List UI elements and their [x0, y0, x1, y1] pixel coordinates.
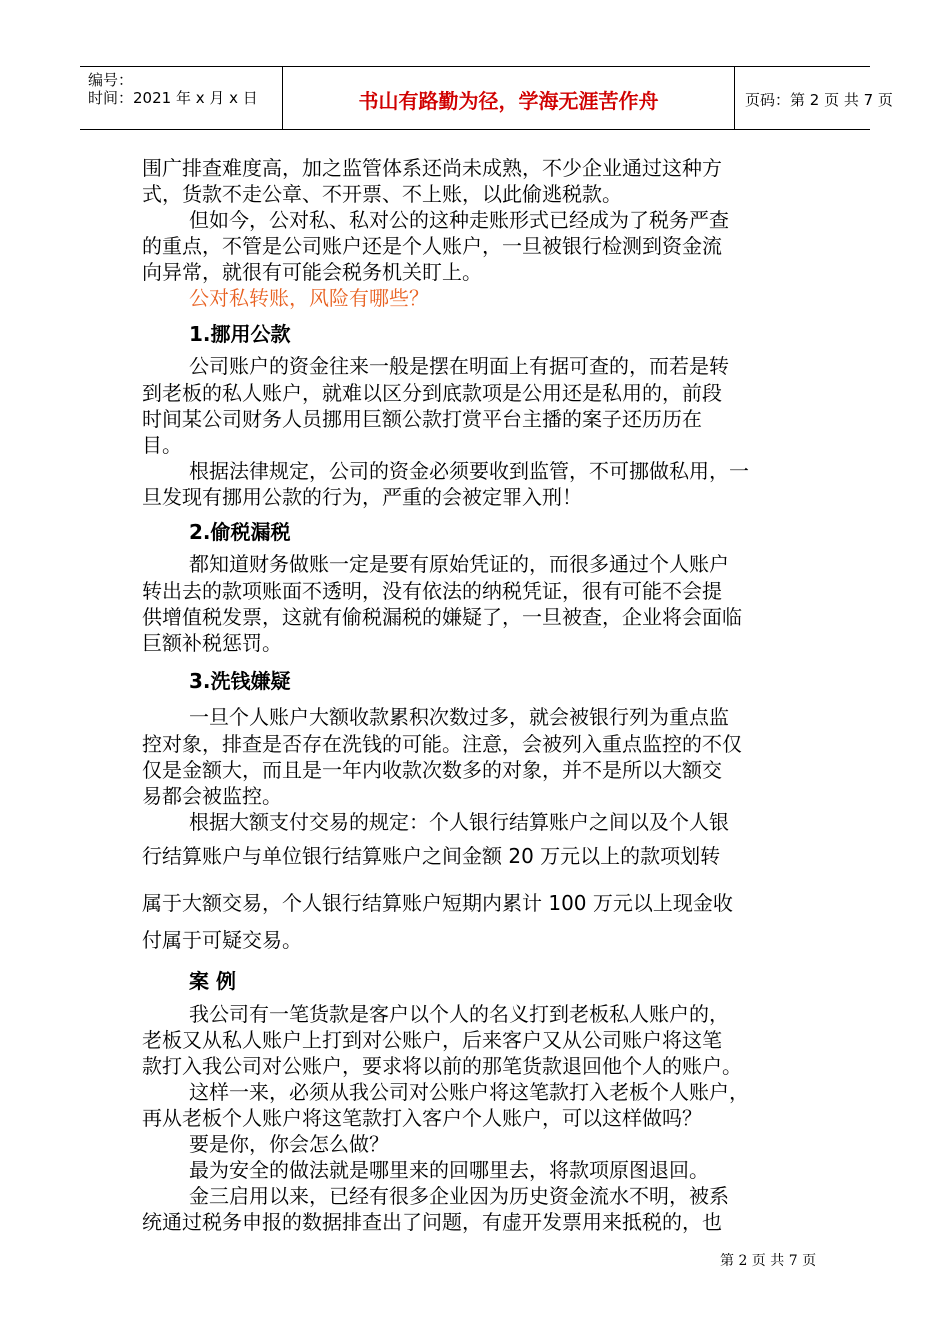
paragraph-line: 向异常，就很有可能会税务机关盯上。	[142, 260, 482, 284]
paragraph-line: 控对象，排查是否存在洗钱的可能。注意，会被列入重点监控的不仅	[142, 732, 742, 756]
paragraph-line: 公司账户的资金往来一般是摆在明面上有据可查的，而若是转	[189, 354, 729, 378]
paragraph-line: 这样一来，必须从我公司对公账户将这笔款打入老板个人账户，	[189, 1080, 749, 1104]
paragraph-line: 款打入我公司对公账户，要求将以前的那笔货款退回他个人的账户。	[142, 1054, 742, 1078]
document-date: 时间：2021 年 x 月 x 日	[88, 89, 258, 107]
paragraph-line: 易都会被监控。	[142, 784, 282, 808]
header-motto: 书山有路勤为径，学海无涯苦作舟	[358, 89, 659, 113]
paragraph-line: 都知道财务做账一定是要有原始凭证的，而很多通过个人账户	[189, 552, 729, 576]
paragraph-line: 巨额补税惩罚。	[142, 631, 282, 655]
paragraph-line: 一旦个人账户大额收款累积次数过多，就会被银行列为重点监	[189, 705, 729, 729]
paragraph-line: 围广排查难度高，加之监管体系还尚未成熟，不少企业通过这种方	[142, 156, 722, 180]
paragraph-line: 旦发现有挪用公款的行为，严重的会被定罪入刑！	[142, 485, 582, 509]
paragraph-line: 金三启用以来，已经有很多企业因为历史资金流水不明，被系	[189, 1184, 729, 1208]
paragraph-line: 要是你，你会怎么做？	[189, 1132, 389, 1156]
section-heading: 3.洗钱嫌疑	[189, 669, 291, 693]
paragraph-line: 时间某公司财务人员挪用巨额公款打赏平台主播的案子还历历在	[142, 407, 702, 431]
page-footer: 第 2 页 共 7 页	[720, 1253, 817, 1269]
document-number: 编号：	[88, 71, 134, 89]
paragraph-line: 到老板的私人账户，就难以区分到底款项是公用还是私用的，前段	[142, 381, 722, 405]
paragraph-line: 的重点，不管是公司账户还是个人账户，一旦被银行检测到资金流	[142, 234, 722, 258]
header-page-code: 页码：第 2 页 共 7 页	[745, 91, 893, 109]
paragraph-line: 根据大额支付交易的规定：个人银行结算账户之间以及个人银	[189, 810, 729, 834]
paragraph-line: 行结算账户与单位银行结算账户之间金额 20 万元以上的款项划转	[142, 844, 721, 868]
paragraph-line: 再从老板个人账户将这笔款打入客户个人账户，可以这样做吗？	[142, 1106, 702, 1130]
paragraph-line: 仅是金额大，而且是一年内收款次数多的对象，并不是所以大额交	[142, 758, 722, 782]
paragraph-line: 但如今，公对私、私对公的这种走账形式已经成为了税务严查	[189, 208, 729, 232]
paragraph-line: 我公司有一笔货款是客户以个人的名义打到老板私人账户的，	[189, 1002, 729, 1026]
paragraph-line: 最为安全的做法就是哪里来的回哪里去，将款项原图退回。	[189, 1158, 709, 1182]
section-heading: 2.偷税漏税	[189, 520, 291, 544]
header-page-cell	[735, 67, 893, 129]
paragraph-line: 目。	[142, 433, 182, 457]
paragraph-line: 属于大额交易，个人银行结算账户短期内累计 100 万元以上现金收	[142, 891, 733, 915]
header-motto-cell	[283, 67, 735, 129]
section-question: 公对私转账，风险有哪些？	[189, 286, 429, 310]
paragraph-line: 付属于可疑交易。	[142, 928, 302, 952]
header-meta-cell	[80, 67, 283, 129]
section-heading: 1.挪用公款	[189, 322, 291, 346]
page-header	[80, 66, 893, 130]
paragraph-line: 式，货款不走公章、不开票、不上账，以此偷逃税款。	[142, 182, 622, 206]
paragraph-line: 转出去的款项账面不透明，没有依法的纳税凭证，很有可能不会提	[142, 579, 722, 603]
paragraph-line: 老板又从私人账户上打到对公账户，后来客户又从公司账户将这笔	[142, 1028, 722, 1052]
paragraph-line: 统通过税务申报的数据排查出了问题，有虚开发票用来抵税的，也	[142, 1210, 722, 1234]
paragraph-line: 供增值税发票，这就有偷税漏税的嫌疑了，一旦被查，企业将会面临	[142, 605, 742, 629]
paragraph-line: 根据法律规定，公司的资金必须要收到监管，不可挪做私用，一	[189, 459, 749, 483]
section-heading: 案 例	[189, 969, 236, 993]
